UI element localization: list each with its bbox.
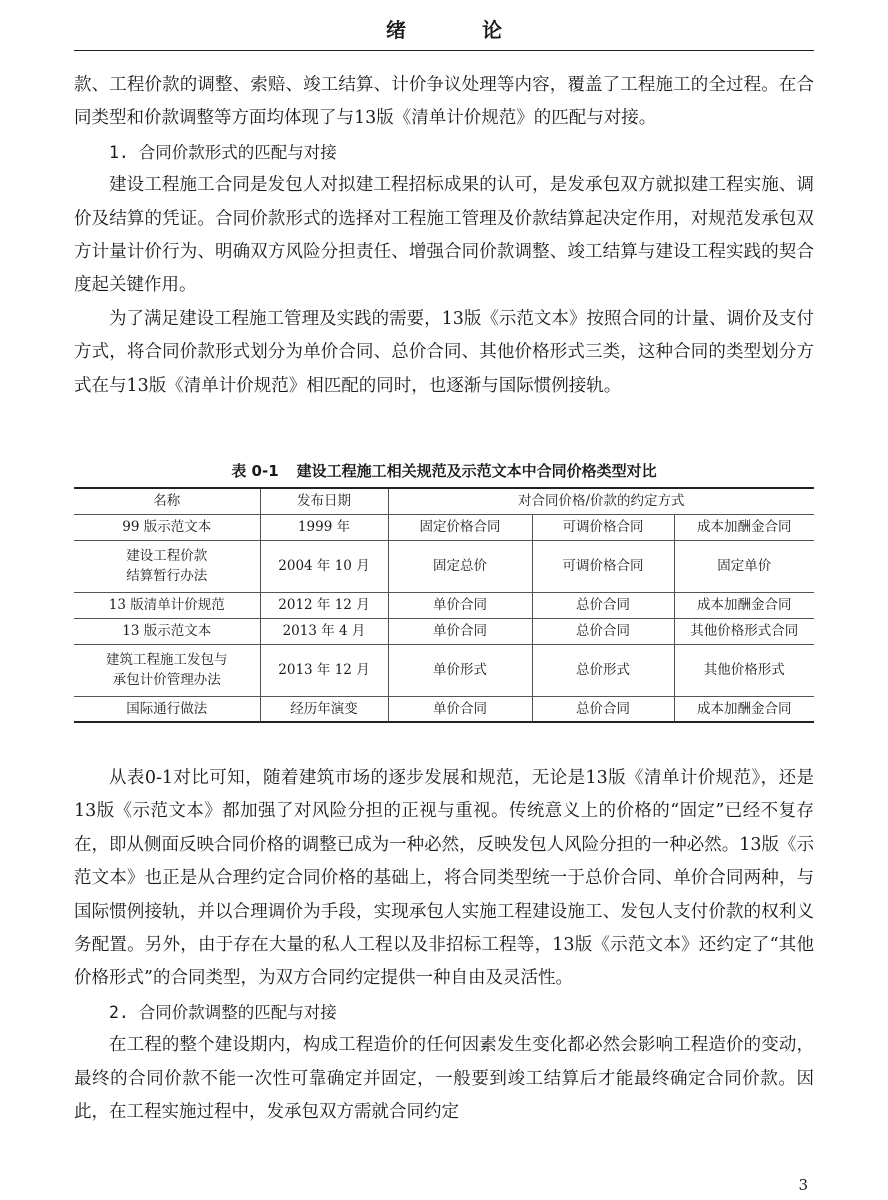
table-header-cell: 发布日期 — [260, 488, 388, 514]
table-cell: 99 版示范文本 — [74, 514, 260, 540]
table-cell: 1999 年 — [260, 514, 388, 540]
paragraph-continued: 款、工程价款的调整、索赔、竣工结算、计价争议处理等内容，覆盖了工程施工的全过程。在合同类型和价款调整等方面均体现了与13版《清单计价规范》的匹配与对接。 — [74, 75, 814, 129]
table-cell: 单价合同 — [388, 592, 532, 618]
table-cell: 成本加酬金合同 — [674, 592, 814, 618]
table-cell: 成本加酬金合同 — [674, 696, 814, 722]
table-row — [74, 514, 814, 540]
table-cell: 2013 年 4 月 — [260, 618, 388, 644]
table-cell: 其他价格形式合同 — [674, 618, 814, 644]
table-cell: 总价合同 — [532, 618, 674, 644]
table-cell: 2012 年 12 月 — [260, 592, 388, 618]
table-cell: 单价形式 — [388, 644, 532, 696]
table-header-cell: 名称 — [74, 488, 260, 514]
paragraph: 从表0-1对比可知，随着建筑市场的逐步发展和规范，无论是13版《清单计价规范》，还是13版《示范文本》都加强了对风险分担的正视与重视。传统意义上的价格的“固定”已经不复存在，即从侧面反映合同价格的调整已成为一种必然，反映发包人风险分担的一种必然。13版《示范文本》也正是从合理约定合同价格的基础上，将合同类型统一于总价合同、单价合同两种，与国际惯例接轨，并以合理调价为手段，实现承包人实施工程建设施工、发包人支付价款的权利义务配置。另外，由于存在大量的私人工程以及非招标工程等，13版《示范文本》还约定了“其他价格形式”的合同类型，为双方合同约定提供一种自由及灵活性。 — [74, 768, 814, 989]
table-cell: 总价形式 — [532, 644, 674, 696]
table-cell: 可调价格合同 — [532, 540, 674, 592]
table-row — [74, 592, 814, 618]
table-cell: 可调价格合同 — [532, 514, 674, 540]
paragraph: 在工程的整个建设期内，构成工程造价的任何因素发生变化都必然会影响工程造价的变动，最终的合同价款不能一次性可靠确定并固定，一般要到竣工结算后才能最终确定合同价款。因此，在工程实施过程中，发承包双方需就合同约定 — [74, 1035, 814, 1123]
table-cell: 单价合同 — [388, 696, 532, 722]
section-heading-1: 1. 合同价款形式的匹配与对接 — [109, 142, 337, 162]
table-row — [74, 696, 814, 722]
running-head-title: 绪 论 — [386, 18, 530, 42]
table-cell: 13 版示范文本 — [74, 618, 260, 644]
table-cell: 建设工程价款 结算暂行办法 — [74, 540, 260, 592]
paragraph: 建设工程施工合同是发包人对拟建工程招标成果的认可，是发承包双方就拟建工程实施、调价及结算的凭证。合同价款形式的选择对工程施工管理及价款结算起决定作用，对规范发承包双方计量计价行为、明确双方风险分担责任、增强合同价款调整、竣工结算与建设工程实践的契合度起关键作用。 — [74, 175, 814, 296]
table-cell: 其他价格形式 — [674, 644, 814, 696]
table-caption-number: 表 0-1 — [231, 462, 279, 480]
table-cell: 2004 年 10 月 — [260, 540, 388, 592]
paragraph: 为了满足建设工程施工管理及实践的需要，13版《示范文本》按照合同的计量、调价及支付方式，将合同价款形式划分为单价合同、总价合同、其他价格形式三类，这种合同的类型划分方式在与13版《清单计价规范》相匹配的同时，也逐渐与国际惯例接轨。 — [74, 308, 814, 396]
table-cell: 经历年演变 — [260, 696, 388, 722]
body-text-top — [74, 69, 814, 403]
table-row — [74, 540, 814, 592]
table-header-cell: 对合同价格/价款的约定方式 — [388, 488, 814, 514]
body-text-bottom — [74, 762, 814, 1129]
table-cell: 固定单价 — [674, 540, 814, 592]
table-cell: 总价合同 — [532, 592, 674, 618]
page-number: 3 — [798, 1176, 808, 1194]
comparison-table — [74, 487, 814, 723]
table-cell: 固定总价 — [388, 540, 532, 592]
table-cell: 国际通行做法 — [74, 696, 260, 722]
table-caption — [74, 460, 814, 481]
table-cell: 成本加酬金合同 — [674, 514, 814, 540]
table-header-row — [74, 488, 814, 514]
table-cell: 2013 年 12 月 — [260, 644, 388, 696]
table-cell: 单价合同 — [388, 618, 532, 644]
table-cell: 固定价格合同 — [388, 514, 532, 540]
table-caption-title: 建设工程施工相关规范及示范文本中合同价格类型对比 — [296, 462, 657, 480]
table-row — [74, 644, 814, 696]
table-cell: 建筑工程施工发包与 承包计价管理办法 — [74, 644, 260, 696]
table-cell: 总价合同 — [532, 696, 674, 722]
table-row — [74, 618, 814, 644]
section-heading-2: 2. 合同价款调整的匹配与对接 — [109, 1002, 337, 1022]
header-rule — [74, 50, 814, 51]
table-cell: 13 版清单计价规范 — [74, 592, 260, 618]
